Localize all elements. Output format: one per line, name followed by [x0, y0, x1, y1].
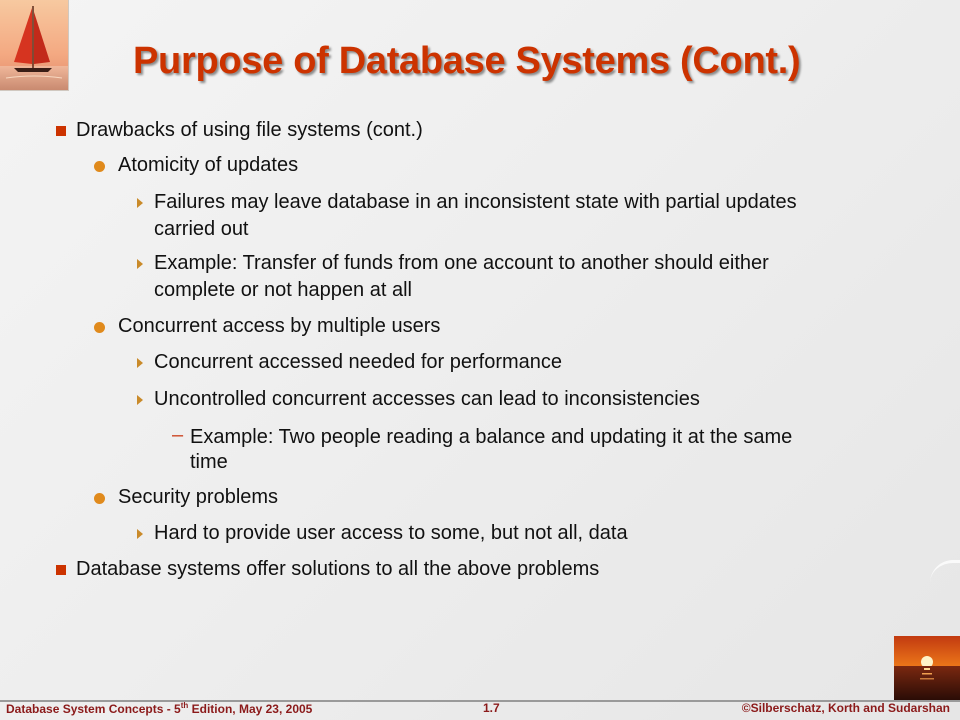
slide-title: Purpose of Database Systems (Cont.) [133, 40, 801, 82]
footer-edition-date: Edition, May 23, 2005 [188, 702, 313, 716]
sailboat-logo-image [0, 0, 69, 91]
footer-book-title: Database System Concepts - 5 [6, 702, 181, 716]
footer-book-info [6, 701, 312, 716]
bullet-text-level4-continued: time [190, 451, 228, 473]
dot-bullet-icon [94, 322, 105, 333]
dot-bullet-icon [94, 161, 105, 172]
bullet-text-level3: Uncontrolled concurrent accesses can lead to inconsistencies [154, 388, 700, 410]
arrow-bullet-icon [137, 259, 143, 269]
bullet-text-level3: Hard to provide user access to some, but not all, data [154, 522, 628, 544]
bullet-text-level3-continued: carried out [154, 218, 249, 240]
bullet-text-level1: Database systems offer solutions to all the above problems [76, 558, 600, 580]
bullet-text-level3: Failures may leave database in an inconsistent state with partial updates [154, 191, 797, 213]
footer-page-number: 1.7 [483, 701, 500, 715]
arrow-bullet-icon [137, 395, 143, 405]
arrow-bullet-icon [137, 358, 143, 368]
footer-superscript: th [180, 701, 189, 710]
bullet-text-level2: Atomicity of updates [118, 154, 299, 176]
bullet-text-level3: Concurrent accessed needed for performance [154, 351, 563, 373]
bullet-text-level1: Drawbacks of using file systems (cont.) [76, 119, 423, 141]
sunset-logo-image [894, 636, 960, 700]
square-bullet-icon [56, 126, 66, 136]
decorative-swoosh [930, 560, 960, 583]
bullet-text-level3-continued: complete or not happen at all [154, 279, 412, 301]
footer-copyright: ©Silberschatz, Korth and Sudarshan [741, 701, 950, 715]
bullet-text-level3: Example: Transfer of funds from one account to another should either [154, 252, 769, 274]
square-bullet-icon [56, 565, 66, 575]
bullet-text-level2: Concurrent access by multiple users [118, 315, 441, 337]
bullet-text-level4: Example: Two people reading a balance and updating it at the same [190, 426, 793, 448]
arrow-bullet-icon [137, 198, 143, 208]
dash-bullet-icon: – [172, 424, 184, 446]
arrow-bullet-icon [137, 529, 143, 539]
dot-bullet-icon [94, 493, 105, 504]
bullet-text-level2: Security problems [118, 486, 279, 508]
